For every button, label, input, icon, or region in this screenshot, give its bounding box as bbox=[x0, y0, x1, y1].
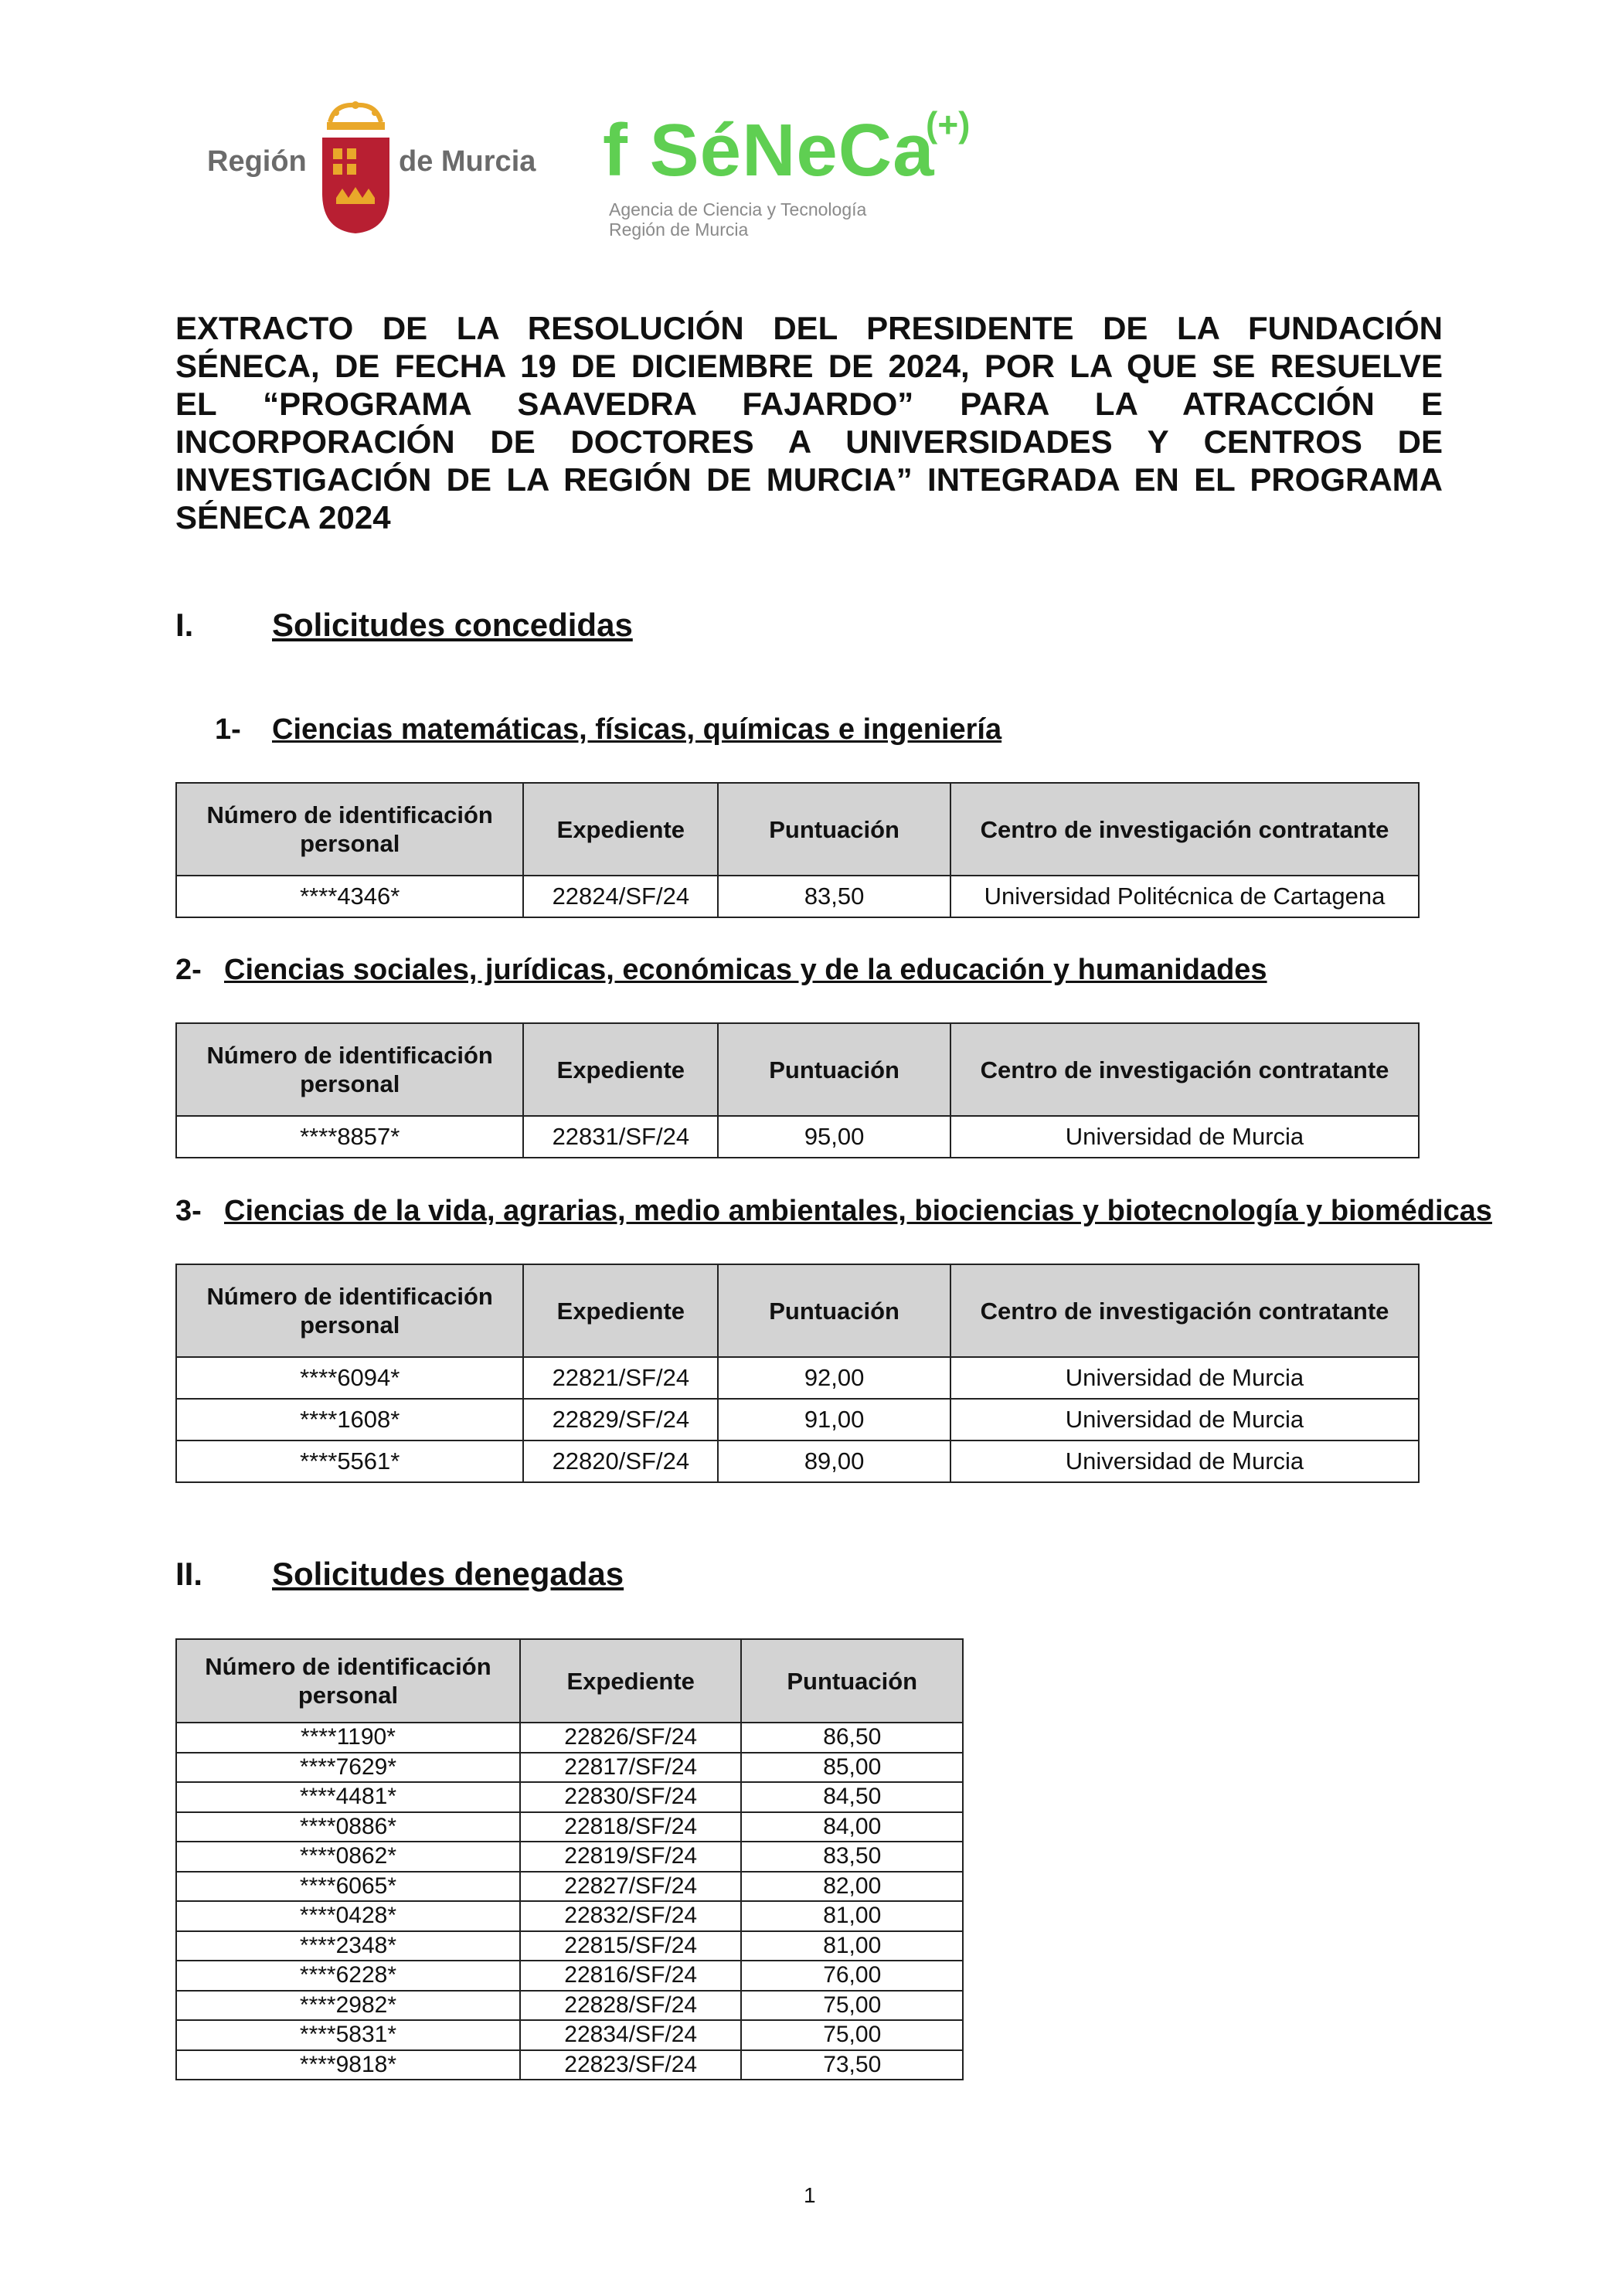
cell-puntuacion: 92,00 bbox=[718, 1357, 950, 1399]
subsection-3-title: Ciencias de la vida, agrarias, medio ambientales, biociencias y biotecnología y biomédicas bbox=[224, 1195, 1492, 1227]
subsection-1-title: Ciencias matemáticas, físicas, químicas e ingeniería bbox=[272, 713, 1002, 746]
title-line: EXTRACTO DE LA RESOLUCIÓN DEL PRESIDENTE DE LA FUNDACIÓN bbox=[175, 310, 1443, 346]
cell-puntuacion: 81,00 bbox=[741, 1901, 963, 1931]
cell-puntuacion: 83,50 bbox=[741, 1842, 963, 1872]
header-id: Número de identificación personal bbox=[176, 1264, 523, 1357]
cell-expediente: 22827/SF/24 bbox=[520, 1872, 742, 1902]
header-expediente: Expediente bbox=[523, 1264, 718, 1357]
table-row bbox=[176, 1991, 963, 2021]
cell-expediente: 22826/SF/24 bbox=[520, 1723, 742, 1753]
cell-puntuacion: 85,00 bbox=[741, 1753, 963, 1783]
cell-id: ****6065* bbox=[176, 1872, 520, 1902]
seneca-plus: (+) bbox=[926, 104, 971, 145]
header-centro: Centro de investigación contratante bbox=[950, 1023, 1419, 1116]
seneca-subtitle-2: Región de Murcia bbox=[609, 219, 749, 240]
header-puntuacion: Puntuación bbox=[718, 783, 950, 876]
cell-puntuacion: 86,50 bbox=[741, 1723, 963, 1753]
document-title bbox=[175, 309, 1443, 536]
table-row bbox=[176, 1812, 963, 1842]
cell-expediente: 22832/SF/24 bbox=[520, 1901, 742, 1931]
section-1-title: Solicitudes concedidas bbox=[272, 607, 633, 643]
cell-puntuacion: 75,00 bbox=[741, 1991, 963, 2021]
table-row bbox=[176, 1357, 1419, 1399]
cell-centro: Universidad Politécnica de Cartagena bbox=[950, 876, 1419, 917]
header-id: Número de identificación personal bbox=[176, 783, 523, 876]
cell-puntuacion: 84,50 bbox=[741, 1782, 963, 1812]
cell-id: ****9818* bbox=[176, 2050, 520, 2080]
title-line: INVESTIGACIÓN DE LA REGIÓN DE MURCIA” INTEGRADA EN EL PROGRAMA bbox=[175, 461, 1443, 498]
logo-region-murcia bbox=[207, 100, 547, 247]
table-row bbox=[176, 1399, 1419, 1441]
section-2-title: Solicitudes denegadas bbox=[272, 1556, 624, 1592]
cell-puntuacion: 82,00 bbox=[741, 1872, 963, 1902]
cell-puntuacion: 89,00 bbox=[718, 1441, 950, 1482]
table-row bbox=[176, 2050, 963, 2080]
cell-centro: Universidad de Murcia bbox=[950, 1116, 1419, 1158]
cell-id: ****1608* bbox=[176, 1399, 523, 1441]
section-2-number: II. bbox=[175, 1556, 203, 1592]
table-row bbox=[176, 1782, 963, 1812]
table-row bbox=[176, 2020, 963, 2050]
table-row bbox=[176, 1842, 963, 1872]
cell-puntuacion: 83,50 bbox=[718, 876, 950, 917]
cell-puntuacion: 73,50 bbox=[741, 2050, 963, 2080]
cell-expediente: 22824/SF/24 bbox=[523, 876, 718, 917]
cell-expediente: 22829/SF/24 bbox=[523, 1399, 718, 1441]
table-row bbox=[176, 1723, 963, 1753]
header-puntuacion: Puntuación bbox=[718, 1023, 950, 1116]
cell-id: ****4346* bbox=[176, 876, 523, 917]
table-row bbox=[176, 1441, 1419, 1482]
cell-puntuacion: 75,00 bbox=[741, 2020, 963, 2050]
subsection-2-title: Ciencias sociales, jurídicas, económicas y de la educación y humanidades bbox=[224, 954, 1267, 986]
table-row bbox=[176, 1931, 963, 1961]
cell-centro: Universidad de Murcia bbox=[950, 1399, 1419, 1441]
cell-id: ****0862* bbox=[176, 1842, 520, 1872]
cell-expediente: 22831/SF/24 bbox=[523, 1116, 718, 1158]
subsection-1-number: 1- bbox=[215, 713, 241, 746]
cell-id: ****0886* bbox=[176, 1812, 520, 1842]
table-row bbox=[176, 1116, 1419, 1158]
title-line: SÉNECA, DE FECHA 19 DE DICIEMBRE DE 2024, POR LA QUE SE RESUELVE bbox=[175, 348, 1443, 384]
page-number: 1 bbox=[804, 2183, 816, 2207]
header-expediente: Expediente bbox=[520, 1639, 742, 1723]
cell-centro: Universidad de Murcia bbox=[950, 1357, 1419, 1399]
cell-id: ****7629* bbox=[176, 1753, 520, 1783]
table-denegadas bbox=[175, 1638, 964, 2080]
seneca-brand: f SéNeCa bbox=[603, 109, 935, 192]
cell-id: ****2348* bbox=[176, 1931, 520, 1961]
cell-expediente: 22834/SF/24 bbox=[520, 2020, 742, 2050]
cell-id: ****5561* bbox=[176, 1441, 523, 1482]
header-expediente: Expediente bbox=[523, 783, 718, 876]
cell-puntuacion: 95,00 bbox=[718, 1116, 950, 1158]
table-subsection-1 bbox=[175, 782, 1420, 918]
cell-puntuacion: 91,00 bbox=[718, 1399, 950, 1441]
title-line: INCORPORACIÓN DE DOCTORES A UNIVERSIDADES Y CENTROS DE bbox=[175, 423, 1443, 460]
cell-expediente: 22817/SF/24 bbox=[520, 1753, 742, 1783]
cell-id: ****6228* bbox=[176, 1961, 520, 1991]
cell-puntuacion: 81,00 bbox=[741, 1931, 963, 1961]
cell-expediente: 22821/SF/24 bbox=[523, 1357, 718, 1399]
header-puntuacion: Puntuación bbox=[741, 1639, 963, 1723]
cell-id: ****8857* bbox=[176, 1116, 523, 1158]
coat-of-arms-icon bbox=[319, 100, 393, 236]
cell-id: ****4481* bbox=[176, 1782, 520, 1812]
title-line: SÉNECA 2024 bbox=[175, 499, 391, 536]
table-row bbox=[176, 876, 1419, 917]
table-subsection-3 bbox=[175, 1264, 1420, 1483]
cell-id: ****5831* bbox=[176, 2020, 520, 2050]
header-id: Número de identificación personal bbox=[176, 1023, 523, 1116]
header-id: Número de identificación personal bbox=[176, 1639, 520, 1723]
section-1-number: I. bbox=[175, 607, 194, 643]
logo-murcia-left-text: Región bbox=[207, 145, 307, 178]
cell-id: ****6094* bbox=[176, 1357, 523, 1399]
cell-expediente: 22818/SF/24 bbox=[520, 1812, 742, 1842]
cell-puntuacion: 76,00 bbox=[741, 1961, 963, 1991]
cell-centro: Universidad de Murcia bbox=[950, 1441, 1419, 1482]
cell-expediente: 22828/SF/24 bbox=[520, 1991, 742, 2021]
logo-seneca bbox=[603, 104, 989, 247]
cell-expediente: 22816/SF/24 bbox=[520, 1961, 742, 1991]
table-row bbox=[176, 1901, 963, 1931]
table-subsection-2 bbox=[175, 1022, 1420, 1158]
cell-id: ****0428* bbox=[176, 1901, 520, 1931]
header-puntuacion: Puntuación bbox=[718, 1264, 950, 1357]
cell-puntuacion: 84,00 bbox=[741, 1812, 963, 1842]
table-row bbox=[176, 1872, 963, 1902]
cell-id: ****1190* bbox=[176, 1723, 520, 1753]
subsection-2-number: 2- bbox=[175, 954, 202, 986]
title-line: EL “PROGRAMA SAAVEDRA FAJARDO” PARA LA ATRACCIÓN E bbox=[175, 386, 1443, 422]
table-row bbox=[176, 1961, 963, 1991]
cell-expediente: 22820/SF/24 bbox=[523, 1441, 718, 1482]
subsection-3-number: 3- bbox=[175, 1195, 202, 1227]
header-centro: Centro de investigación contratante bbox=[950, 1264, 1419, 1357]
seneca-subtitle-1: Agencia de Ciencia y Tecnología bbox=[609, 199, 867, 219]
logo-murcia-right-text: de Murcia bbox=[399, 145, 536, 178]
header-expediente: Expediente bbox=[523, 1023, 718, 1116]
header-centro: Centro de investigación contratante bbox=[950, 783, 1419, 876]
table-row bbox=[176, 1753, 963, 1783]
cell-id: ****2982* bbox=[176, 1991, 520, 2021]
cell-expediente: 22819/SF/24 bbox=[520, 1842, 742, 1872]
cell-expediente: 22815/SF/24 bbox=[520, 1931, 742, 1961]
cell-expediente: 22830/SF/24 bbox=[520, 1782, 742, 1812]
cell-expediente: 22823/SF/24 bbox=[520, 2050, 742, 2080]
